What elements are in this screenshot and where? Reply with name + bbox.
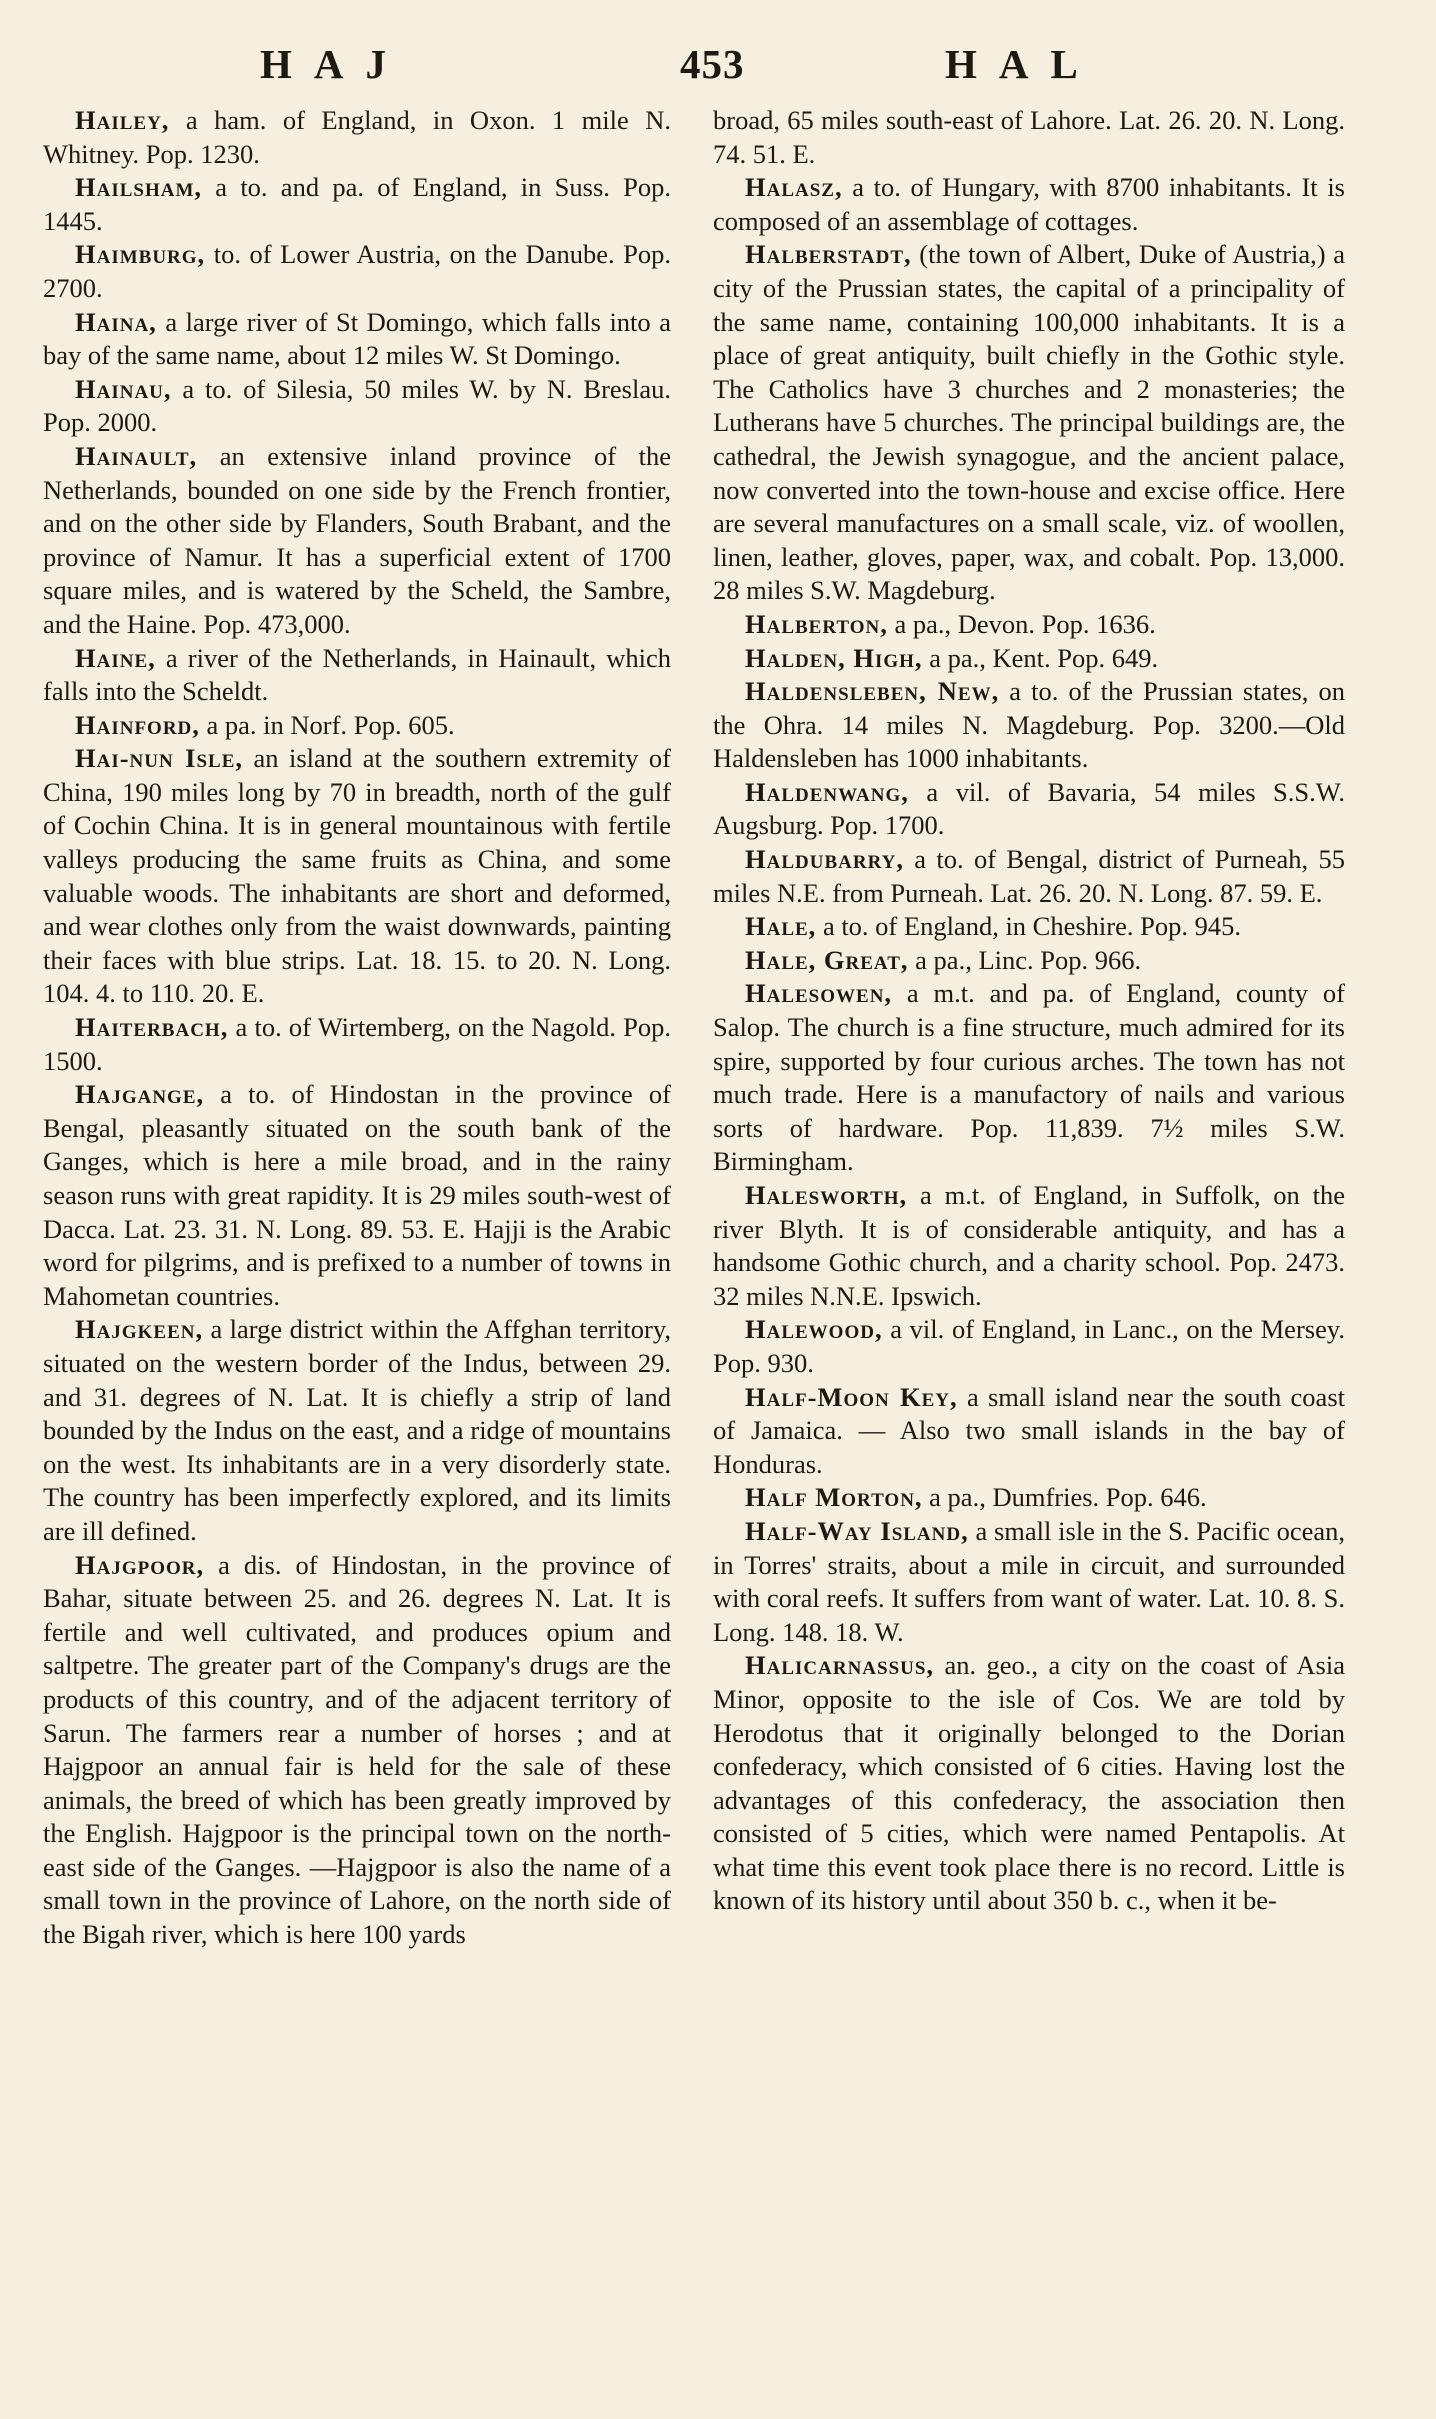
entry-text: a pa. in Norf. Pop. 605. [199, 709, 455, 740]
entry-headword: Halberstadt, [745, 239, 912, 270]
entry [713, 843, 1345, 910]
entry-headword: Haldenwang, [745, 776, 909, 807]
entry [43, 1313, 671, 1548]
header-left-guide: HAJ [260, 41, 408, 87]
entry-headword: Half Morton, [745, 1482, 923, 1513]
entry-text: a small island near the south coast of Jamaica. — Also two small islands in the bay of Honduras. [713, 1381, 1345, 1479]
entry [43, 1549, 671, 1952]
entry [43, 1011, 671, 1078]
entry-headword: Hale, Great, [745, 944, 909, 975]
entry-text: to. of Lower Austria, on the Danube. Pop. 2700. [43, 239, 671, 303]
entry [713, 1313, 1345, 1380]
entry-text: a pa., Dumfries. Pop. 646. [922, 1482, 1207, 1513]
entry-text: a vil. of Bavaria, 54 miles S.S.W. Augsburg. Pop. 1700. [713, 776, 1345, 841]
entry-headword: Halesowen, [745, 978, 893, 1009]
entry [43, 306, 671, 373]
entry-text: a to. of the Prussian states, on the Ohra. 14 miles N. Magdeburg. Pop. 3200.—Old Haldensleben has 1000 inhabitants. [713, 676, 1345, 774]
entry [713, 910, 1345, 944]
entry-text: a pa., Linc. Pop. 966. [908, 944, 1142, 975]
entry-text: an. geo., a city on the coast of Asia Minor, opposite to the isle of Cos. We are told by Herodotus that it originally belonged to the Dorian confederacy, which consisted of 6 cities. Having lost the advantages of this confederacy, the association then consisted of 5 cities, which were named Pentapolis. At what time this event took place there is no record. Little is known of its history until about 350 b. c., when it be- [713, 1650, 1345, 1916]
entry [713, 1179, 1345, 1313]
entry [713, 944, 1345, 978]
entry-headword: Halasz, [745, 172, 843, 203]
entry-text: a pa., Kent. Pop. 649. [922, 642, 1159, 673]
entry-text: a to. of England, in Cheshire. Pop. 945. [816, 911, 1241, 942]
entry-headword: Halicarnassus, [745, 1650, 935, 1681]
entry-headword: Haiterbach, [75, 1012, 229, 1043]
entry-text: a m.t. and pa. of England, county of Salop. The church is a fine structure, much admired for its spire, supported by four curious arches. The town has not much trade. Here is a manufactory of nails and various sorts of hardware. Pop. 11,839. 7½ miles S.W. Birmingham. [713, 978, 1345, 1177]
entry [43, 171, 671, 238]
entry-text: a to. of Hungary, with 8700 inhabitants. It is composed of an assemblage of cottages. [713, 172, 1345, 236]
entry [43, 104, 671, 171]
entry-headword: Halesworth, [745, 1180, 908, 1210]
entry [713, 608, 1345, 642]
entry-text: a to. of Silesia, 50 miles W. by N. Breslau. Pop. 2000. [43, 373, 671, 438]
entry-headword: Hajgkeen, [75, 1314, 204, 1345]
entry-text: a dis. of Hindostan, in the province of Bahar, situate between 25. and 26. degrees N. Lat. It is fertile and well cultivated, and produces opium and saltpetre. The greater part of the Company's drugs are the products of this country, and of the adjacent territory of Sarun. The farmers rear a number of horses ; and at Hajgpoor an annual fair is held for the sale of these animals, the breed of which has been greatly improved by the English. Hajgpoor is the principal town on the north-east side of the Ganges. —Hajgpoor is also the name of a small town in the province of Lahore, on the north side of the Bigah river, which is here 100 yards [43, 1549, 671, 1950]
entry-text: (the town of Albert, Duke of Austria,) a city of the Prussian states, the capital of a principality of the same name, containing 100,000 inhabitants. It is a place of great antiquity, built chiefly in the Gothic style. The Catholics have 3 churches and 2 monasteries; the Lutherans have 5 churches. The principal buildings are, the cathedral, the Jewish synagogue, and the ancient palace, now converted into the town-house and excise office. Here are several manufactures on a small scale, viz. of woollen, linen, leather, gloves, paper, wax, and cobalt. Pop. 13,000. 28 miles S.W. Magdeburg. [713, 239, 1345, 606]
entry-headword: Half-Way Island, [745, 1515, 969, 1546]
page-number: 453 [680, 41, 745, 87]
entry [713, 977, 1345, 1179]
entry-continuation [713, 104, 1345, 171]
left-column [43, 104, 671, 1952]
running-header [0, 40, 1436, 100]
entry-text: a large river of St Domingo, which falls into a bay of the same name, about 12 miles W. St Domingo. [43, 306, 671, 371]
entry-headword: Haine, [75, 642, 156, 673]
entry [713, 642, 1345, 676]
entry [713, 1381, 1345, 1482]
entry-headword: Hailey, [75, 105, 170, 135]
entry-headword: Hailsham, [75, 172, 203, 203]
entry-text: a small isle in the S. Pacific ocean, in Torres' straits, about a mile in circuit, and surrounded with coral reefs. It suffers from want of water. Lat. 10. 8. S. Long. 148. 18. W. [713, 1515, 1346, 1647]
entry [713, 675, 1345, 776]
entry-text: a to. and pa. of England, in Suss. Pop. 1445. [43, 172, 671, 236]
entry-headword: Hainau, [75, 373, 172, 404]
entry-headword: Half-Moon Key, [745, 1381, 958, 1412]
entry-text: a to. of Bengal, district of Purneah, 55 miles N.E. from Purneah. Lat. 26. 20. N. Long. 87. 59. E. [713, 844, 1345, 908]
entry-text: a ham. of England, in Oxon. 1 mile N. Whitney. Pop. 1230. [43, 105, 671, 169]
entry [713, 1515, 1345, 1649]
entry [43, 1078, 671, 1313]
entry-headword: Halberton, [745, 608, 888, 639]
entry [43, 238, 671, 305]
entry [43, 709, 671, 743]
entry-headword: Hainault, [75, 440, 198, 471]
entry [713, 1649, 1345, 1918]
entry-text: a river of the Netherlands, in Hainault, which falls into the Scheldt. [43, 642, 671, 707]
entry-text: broad, 65 miles south-east of Lahore. Lat. 26. 20. N. Long. 74. 51. E. [713, 105, 1345, 169]
entry-headword: Hale, [745, 911, 817, 942]
entry [43, 742, 671, 1011]
entry-headword: Hajgpoor, [75, 1549, 205, 1580]
entry-text: an island at the southern extremity of China, 190 miles long by 70 in breadth, north of the gulf of Cochin China. It is in general mountainous with fertile valleys producing the same fruits as China, and some valuable woods. The inhabitants are short and deformed, and wear clothes only from the waist downwards, painting their faces with blue strips. Lat. 18. 15. to 20. N. Long. 104. 4. to 110. 20. E. [43, 743, 671, 1009]
entry [713, 238, 1345, 608]
entry-headword: Hainford, [75, 709, 200, 740]
entry-text: a to. of Hindostan in the province of Bengal, pleasantly situated on the south bank of the Ganges, which is here a mile broad, and in the rainy season runs with great rapidity. It is 29 miles south-west of Dacca. Lat. 23. 31. N. Long. 89. 53. E. Hajji is the Arabic word for pilgrims, and is prefixed to a number of towns in Mahometan countries. [43, 1079, 671, 1311]
header-right-guide: HAL [945, 41, 1100, 87]
entry-headword: Halewood, [745, 1314, 883, 1345]
entry-headword: Halden, High, [745, 642, 923, 673]
entry-text: a m.t. of England, in Suffolk, on the river Blyth. It is of considerable antiquity, and has a handsome Gothic church, and a charity school. Pop. 2473. 32 miles N.N.E. Ipswich. [713, 1180, 1345, 1311]
entry-headword: Haldensleben, New, [745, 676, 1000, 707]
entry [43, 440, 671, 642]
entry-text: a pa., Devon. Pop. 1636. [887, 608, 1156, 639]
entry [713, 171, 1345, 238]
entry-headword: Haimburg, [75, 239, 206, 270]
entry [713, 1481, 1345, 1515]
right-column [713, 104, 1345, 1918]
entry-text: a vil. of England, in Lanc., on the Mersey. Pop. 930. [713, 1314, 1345, 1378]
entry [43, 373, 671, 440]
entry-headword: Haldubarry, [745, 844, 904, 875]
entry-text: a to. of Wirtemberg, on the Nagold. Pop. 1500. [43, 1012, 671, 1076]
entry-headword: Hai-nun Isle, [75, 743, 244, 774]
entry [43, 642, 671, 709]
entry-headword: Haina, [75, 306, 157, 337]
entry-headword: Hajgange, [75, 1079, 205, 1110]
entry-text: an extensive inland province of the Netherlands, bounded on one side by the French frontier, and on the other side by Flanders, South Brabant, and the province of Namur. It has a superficial extent of 1700 square miles, and is watered by the Scheld, the Sambre, and the Haine. Pop. 473,000. [43, 440, 671, 639]
entry [713, 776, 1345, 843]
entry-text: a large district within the Affghan territory, situated on the western border of the Indus, between 29. and 31. degrees of N. Lat. It is chiefly a strip of land bounded by the Indus on the east, and a ridge of mountains on the west. Its inhabitants are in a very disorderly state. The country has been imperfectly explored, and its limits are ill defined. [43, 1314, 671, 1546]
